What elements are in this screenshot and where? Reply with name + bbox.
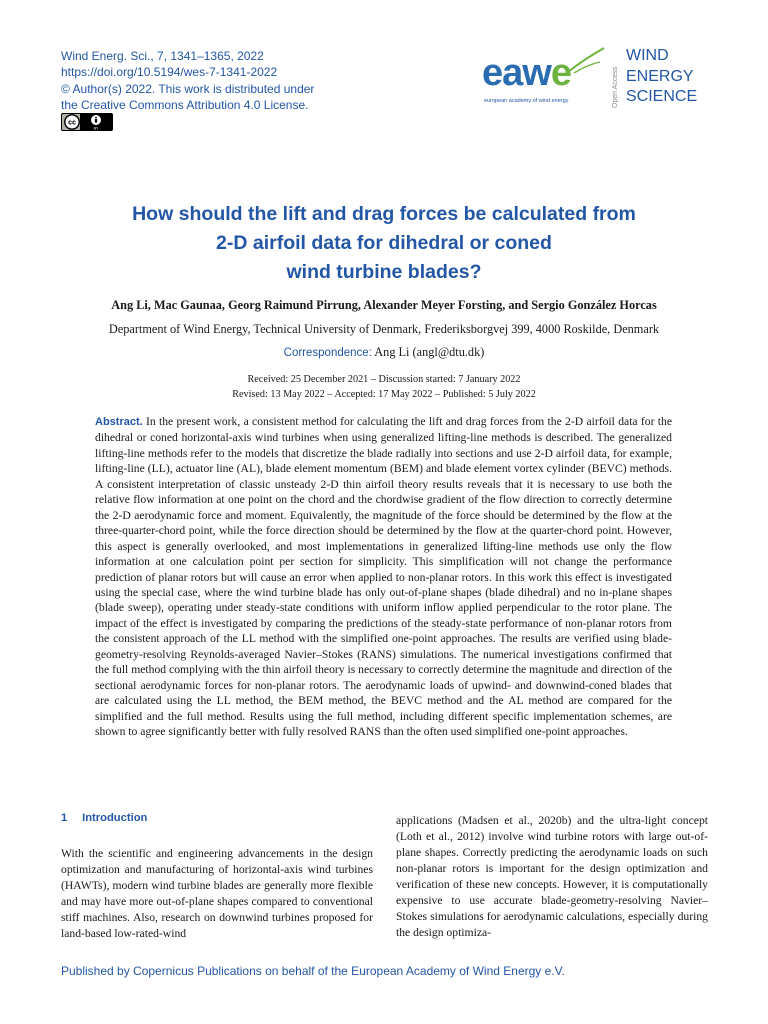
correspondence-label: Correspondence: [283,347,372,359]
body-paragraph: With the scientific and engineering advancements in the design optimization and manufacturing of horizontal-axis wind turbines (HAWTs), modern wind turbine blades are generally more flexible and may have more out-of-plane shapes compared to conventional stiff machines. Also, research on downwind turbines proposed for land-based low-rated-wind [61,847,373,940]
abstract [95,414,672,740]
right-column [396,813,708,941]
title-line: How should the lift and drag forces be calculated from [132,203,636,225]
section-heading [61,812,373,846]
wind-turbine-icon [566,46,606,76]
cc-by-label: BY [93,126,99,131]
license-line[interactable]: the Creative Commons Attribution 4.0 License. [61,98,309,113]
affiliation: Department of Wind Energy, Technical University of Denmark, Frederiksborgvej 399, 4000 Roskilde, Denmark [108,322,660,336]
journal-name-line: ENERGY [626,67,694,85]
section-title: Introduction [82,812,148,824]
citation: Wind Energ. Sci., 7, 1341–1365, 2022 [61,49,264,63]
eawe-logo-text: eaw [482,52,551,94]
body-paragraph: applications (Madsen et al., 2020b) and the ultra-light concept (Loth et al., 2012) involve wind turbine rotors with large out-of-plane shapes. Correctly predicting the aerodynamic loads on such non-planar rotors is important for the design optimization and verification of these new concepts. However, it is computationally expensive to use accurate blade-geometry-resolving Navier–Stokes simulations for aerodynamic calculations, especially during the design optimiza- [396,814,708,939]
article-meta [61,48,314,114]
correspondence-email[interactable]: Ang Li (angl@dtu.dk) [374,345,485,359]
copyright-line: © Author(s) 2022. This work is distributed under [61,81,315,96]
left-column [61,812,373,942]
section-number: 1 [61,812,68,824]
journal-name-line: SCIENCE [626,88,698,105]
journal-logo[interactable] [476,44,716,114]
correspondence [30,345,738,360]
eawe-logo [482,48,571,98]
open-access-text: Open Access [612,66,619,108]
open-access-label [610,50,620,110]
dates-line: Received: 25 December 2021 – Discussion started: 7 January 2022 [247,374,521,385]
doi-link[interactable]: https://doi.org/10.5194/wes-7-1341-2022 [61,65,278,80]
publisher-footer: Published by Copernicus Publications on behalf of the European Academy of Wind Energy e.V. [61,964,565,978]
eawe-subtitle: european academy of wind energy [484,98,569,104]
cc-by-license-icon[interactable] [61,113,113,131]
svg-text:cc: cc [68,119,76,127]
article-dates [30,372,738,402]
eawe-logo-accent: e [550,52,571,94]
title-line: 2-D airfoil data for dihedral or coned [216,232,552,254]
journal-name [626,46,697,108]
author-list: Ang Li, Mac Gaunaa, Georg Raimund Pirrung, Alexander Meyer Forsting, and Sergio González Horcas [111,298,657,312]
dates-line: Revised: 13 May 2022 – Accepted: 17 May 2022 – Published: 5 July 2022 [232,389,536,400]
journal-name-line: WIND [626,47,669,64]
paper-title [60,200,708,287]
abstract-text: In the present work, a consistent method for calculating the lift and drag forces from the 2-D airfoil data for the dihedral or coned horizontal-axis wind turbines when using generalized lifting-line methods is described. The generalized lifting-line methods refer to the models that discretize the blade radially into sections and use 2-D airfoil data, for example, lifting-line (LL), actuator line (AL), blade element momentum (BEM) and blade element vortex cylinder (BEVC) methods. A consistent interpretation of classic unsteady 2-D thin airfoil theory results reveals that it is necessary to use both the relative flow information at one point on the chord and the chordwise gradient of the flow direction to correctly determine the 2-D aerodynamic force and moment. Equivalently, the magnitude of the force should be determined by the flow at the three-quarter-chord point, while the force direction should be determined by the flow at the quarter-chord point. However, this aspect is generally overlooked, and most implementations in generalized lifting-line methods use only the flow information at one calculation point per section for simplicity. This simplification will not change the performance prediction of planar rotors but will cause an error when applied to non-planar rotors. In this work this effect is investigated using the special case, where the wind turbine blade has only out-of-plane shapes (blade dihedral) and no in-plane shapes (blade sweep), operating under steady-state conditions with uniform inflow applied perpendicular to the rotor plane. The impact of the effect is investigated by comparing the predictions of the steady-state performance of non-planar rotors from the consistent approach of the LL method with the simplified one-point approaches. The results are verified using blade-geometry-resolving Reynolds-averaged Navier–Stokes (RANS) simulations. The numerical investigations confirmed that the full method complying with the thin airfoil theory is necessary to correctly determine the magnitude and direction of the sectional aerodynamic forces for non-planar rotors. The aerodynamic loads of upwind- and downwind-coned blades that are calculated using the LL method, the BEM method, the BEVC method and the AL method are compared for the simplified and the full method. Results using the full method, including different specific implementation schemes, are shown to agree significantly better with fully resolved RANS than the often used simplified one-point approaches. [95,415,673,739]
abstract-label: Abstract. [95,416,143,428]
title-line: wind turbine blades? [286,261,482,283]
